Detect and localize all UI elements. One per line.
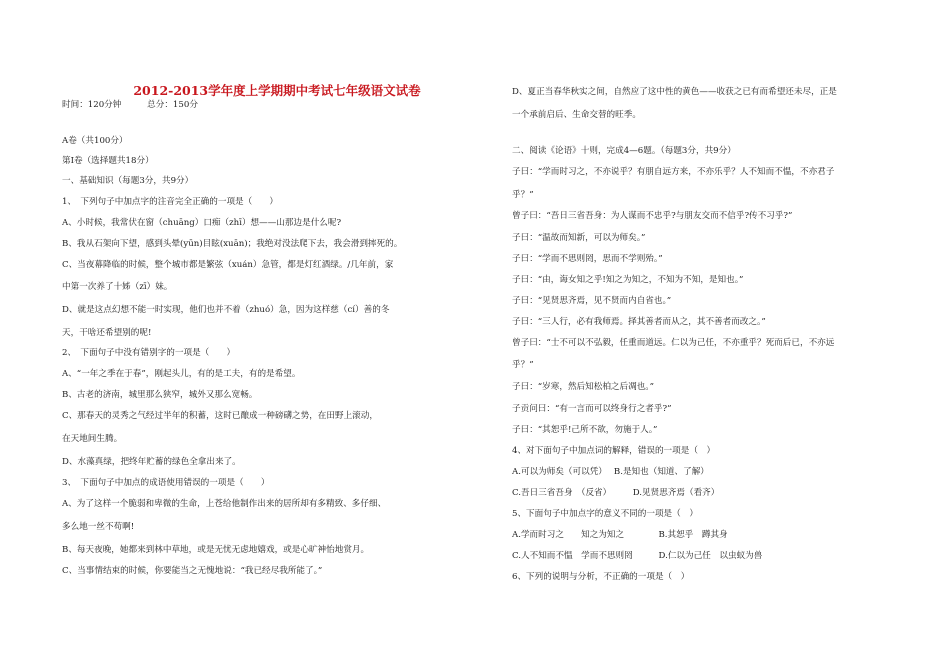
q4-options-ab: A.可以为师矣（可以凭） B.是知也（知道、了解） xyxy=(512,467,709,477)
q3-option-b: B、每天夜晚，她都来到林中草地，或是无忧无虑地嬉戏，或是心旷神怡地赏月。 xyxy=(62,545,370,555)
section-a-heading: A卷（共100分） xyxy=(62,136,128,146)
q3-option-c: C、当事情结束的时候，你要能当之无愧地说：“我已经尽我所能了。” xyxy=(62,566,323,576)
question-3: 3、 下面句子中加点的成语使用错误的一项是（ ） xyxy=(62,478,270,488)
q5-options-cd: C.人不知而不愠 学而不思则罔 D.仁以为己任 以虫蚁为兽 xyxy=(512,551,763,561)
exam-info: 时间：120分钟 总分：150分 xyxy=(62,100,198,110)
q3-option-a: A、为了这样一个脆弱和卑微的生命，上苍给他制作出来的居所却有多精致、多仔细、 xyxy=(62,499,387,509)
analects-10b: 子曰：“其恕乎!己所不欲，勿施于人。” xyxy=(512,425,658,435)
q3-option-d-cont: 一个承前启后、生命交替的旺季。 xyxy=(512,110,641,120)
analects-9: 子曰：“岁寒，然后知松柏之后凋也。” xyxy=(512,382,654,392)
analects-8-cont: 乎？” xyxy=(512,360,534,370)
analects-6: 子曰：“见贤思齐焉，见不贤而内自省也。” xyxy=(512,296,672,306)
q2-option-c-cont: 在天地间生腾。 xyxy=(62,434,123,444)
question-6: 6、下列的说明与分析，不正确的一项是（ ） xyxy=(512,572,690,582)
question-1: 1、 下列句子中加点字的注音完全正确的一项是（ ） xyxy=(62,197,279,207)
question-5: 5、下面句子中加点字的意义不同的一项是（ ） xyxy=(512,509,698,519)
analects-4: 子曰：“学而不思则罔，思而不学则殆。” xyxy=(512,254,663,264)
q5-options-ab: A.学而时习之 知之为知之 B.其恕乎 蹲其身 xyxy=(512,530,728,540)
q3-option-d: D、夏正当春华秋实之间，自然应了这中性的黄色——收获之已有而希望还未尽，正是 xyxy=(512,87,837,97)
question-2: 2、 下面句子中没有错别字的一项是（ ） xyxy=(62,348,236,358)
analects-3: 子曰：“温故而知新，可以为师矣。” xyxy=(512,233,646,243)
q1-option-c-cont: 中第一次养了十姊（zī）妹。 xyxy=(62,282,173,292)
q2-option-c: C、那春天的灵秀之气经过半年的积蓄，这时已酿成一种磅礴之势，在田野上滚动， xyxy=(62,411,378,421)
q4-options-cd: C.吾日三省吾身 （反省） D.见贤思齐焉（看齐） xyxy=(512,488,720,498)
q1-option-d: D、就是这点幻想不能一时实现，他们也并不着（zhuó）急，因为这样慈（cí）善的冬 xyxy=(62,305,390,315)
q1-option-b: B、我从石架向下望，感到头晕(yūn)目眩(xuān)；我绝对没法爬下去，我会滑到摔死的。 xyxy=(62,239,403,249)
q3-option-a-cont: 多么地一丝不苟啊! xyxy=(62,522,135,532)
analects-8: 曾子曰：“士不可以不弘毅，任重而道远。仁以为己任，不亦重乎？死而后已，不亦远 xyxy=(512,338,835,348)
analects-1-cont: 乎？” xyxy=(512,190,534,200)
analects-5: 子曰：“由，诲女知之乎!知之为知之，不知为不知，是知也。” xyxy=(512,275,744,285)
analects-10a: 子贡问曰：“有一言而可以终身行之者乎?” xyxy=(512,404,672,414)
q1-option-d-cont: 天，干啥还希望别的呢! xyxy=(62,328,152,338)
q2-option-b: B、古老的济南，城里那么狭窄，城外又那么宽畅。 xyxy=(62,390,258,400)
basics-heading: 一、基础知识（每题3分，共9分） xyxy=(62,176,194,186)
analects-2: 曾子曰：“吾日三省吾身：为人谋而不忠乎?与朋友交而不信乎?传不习乎?” xyxy=(512,211,793,221)
analects-1: 子曰：“学而时习之，不亦说乎？有朋自远方来，不亦乐乎？人不知而不愠，不亦君子 xyxy=(512,167,835,177)
q1-option-a: A、小时候，我常伏在窗（chuāng）口痴（zhī）想——山那边是什么呢? xyxy=(62,218,342,228)
title: 2012-2013学年度上学期期中考试七年级语文试卷 xyxy=(133,83,421,98)
q1-option-c: C、当夜幕降临的时候，整个城市都是繁弦（xuán）急管，都是灯红酒绿。/几年前，家 xyxy=(62,260,394,270)
question-4: 4、对下面句子中加点词的解释，错误的一项是（ ） xyxy=(512,446,716,456)
analects-7: 子曰：“三人行，必有我师焉。择其善者而从之，其不善者而改之。” xyxy=(512,317,766,327)
reading-heading: 二、阅读《论语》十则，完成4—6题。（每题3分，共9分） xyxy=(512,146,736,156)
q2-option-d: D、水藻真绿，把终年贮蓄的绿色全拿出来了。 xyxy=(62,457,241,467)
q2-option-a: A、“一年之季在于春”，刚起头儿，有的是工夫，有的是希望。 xyxy=(62,369,301,379)
part-1-heading: 第Ⅰ卷（选择题共18分） xyxy=(62,156,154,166)
